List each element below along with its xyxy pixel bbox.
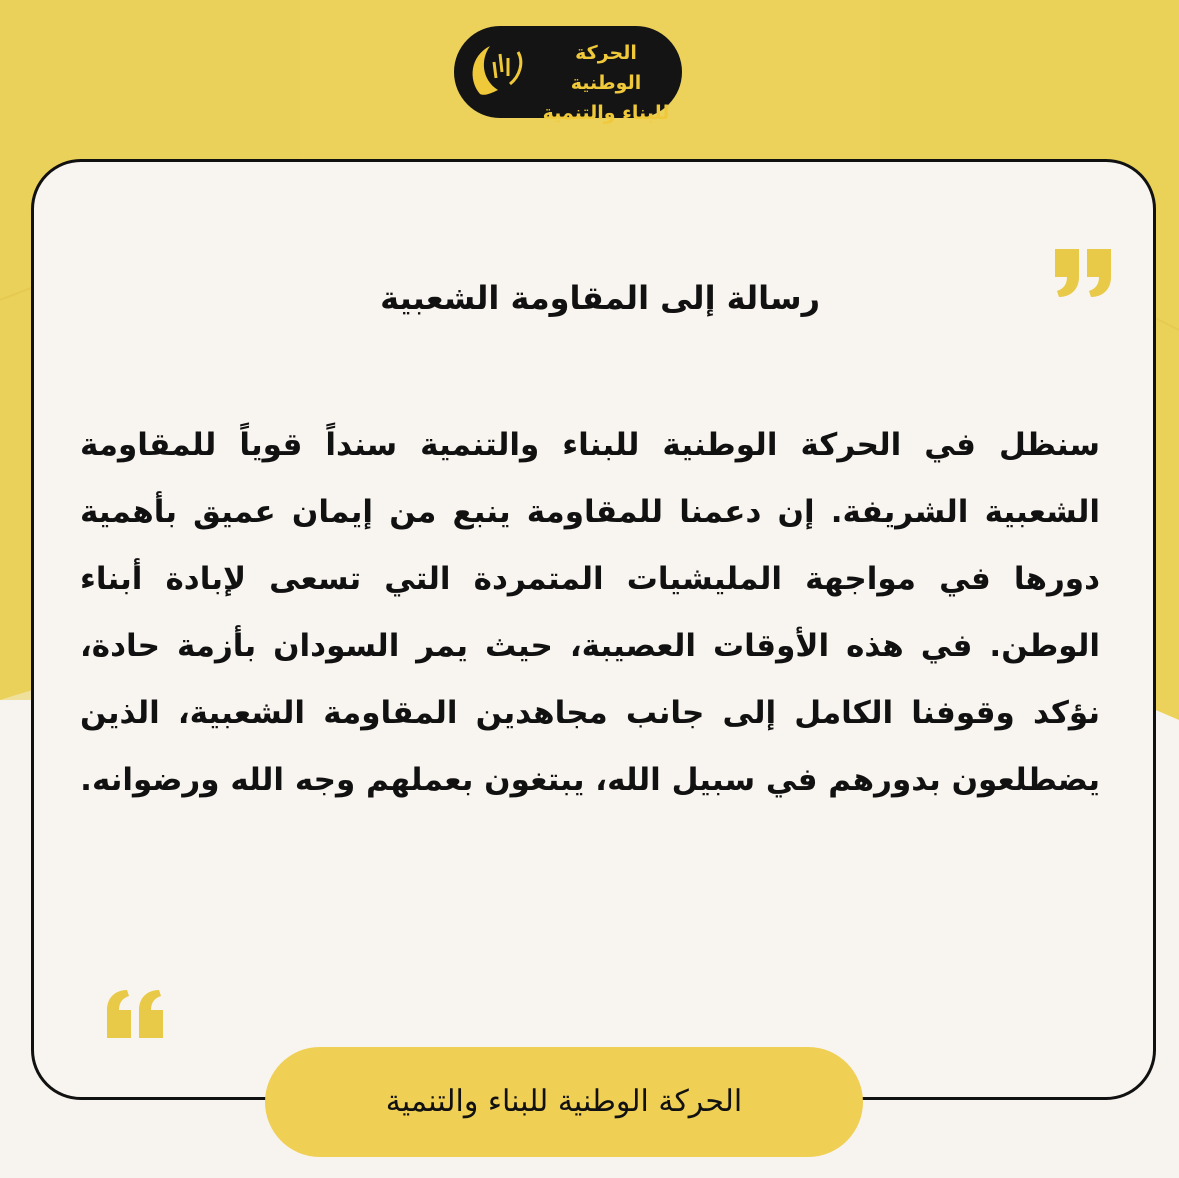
logo-text (538, 38, 674, 128)
emblem-icon (460, 32, 540, 112)
opening-quote-icon (1053, 247, 1115, 299)
logo-badge (454, 26, 682, 124)
message-body: سنظل في الحركة الوطنية للبناء والتنمية سنداً قوياً للمقاومة الشعبية الشريفة. إن دعمنا للمقاومة ينبع من إيمان عميق بأهمية دورها في مواجهة المليشيات المتمردة التي تسعى لإبادة أبناء الوطن. في هذه الأوقات العصيبة، حيث يمر السودان بأزمة حادة، نؤكد وقوفنا الكامل إلى جانب مجاهدين المقاومة الشعبية، الذين يضطلعون بدورهم في سبيل الله، يبتغون بعملهم وجه الله ورضوانه. (80, 427, 1100, 798)
footer-organization-label: الحركة الوطنية للبناء والتنمية (265, 1047, 863, 1157)
logo-line-1: الحركة الوطنية (570, 42, 642, 94)
logo-line-2: للبناء والتنمية (542, 102, 670, 124)
message-title: رسالة إلى المقاومة الشعبية (380, 279, 820, 317)
closing-quote-icon (103, 988, 165, 1040)
